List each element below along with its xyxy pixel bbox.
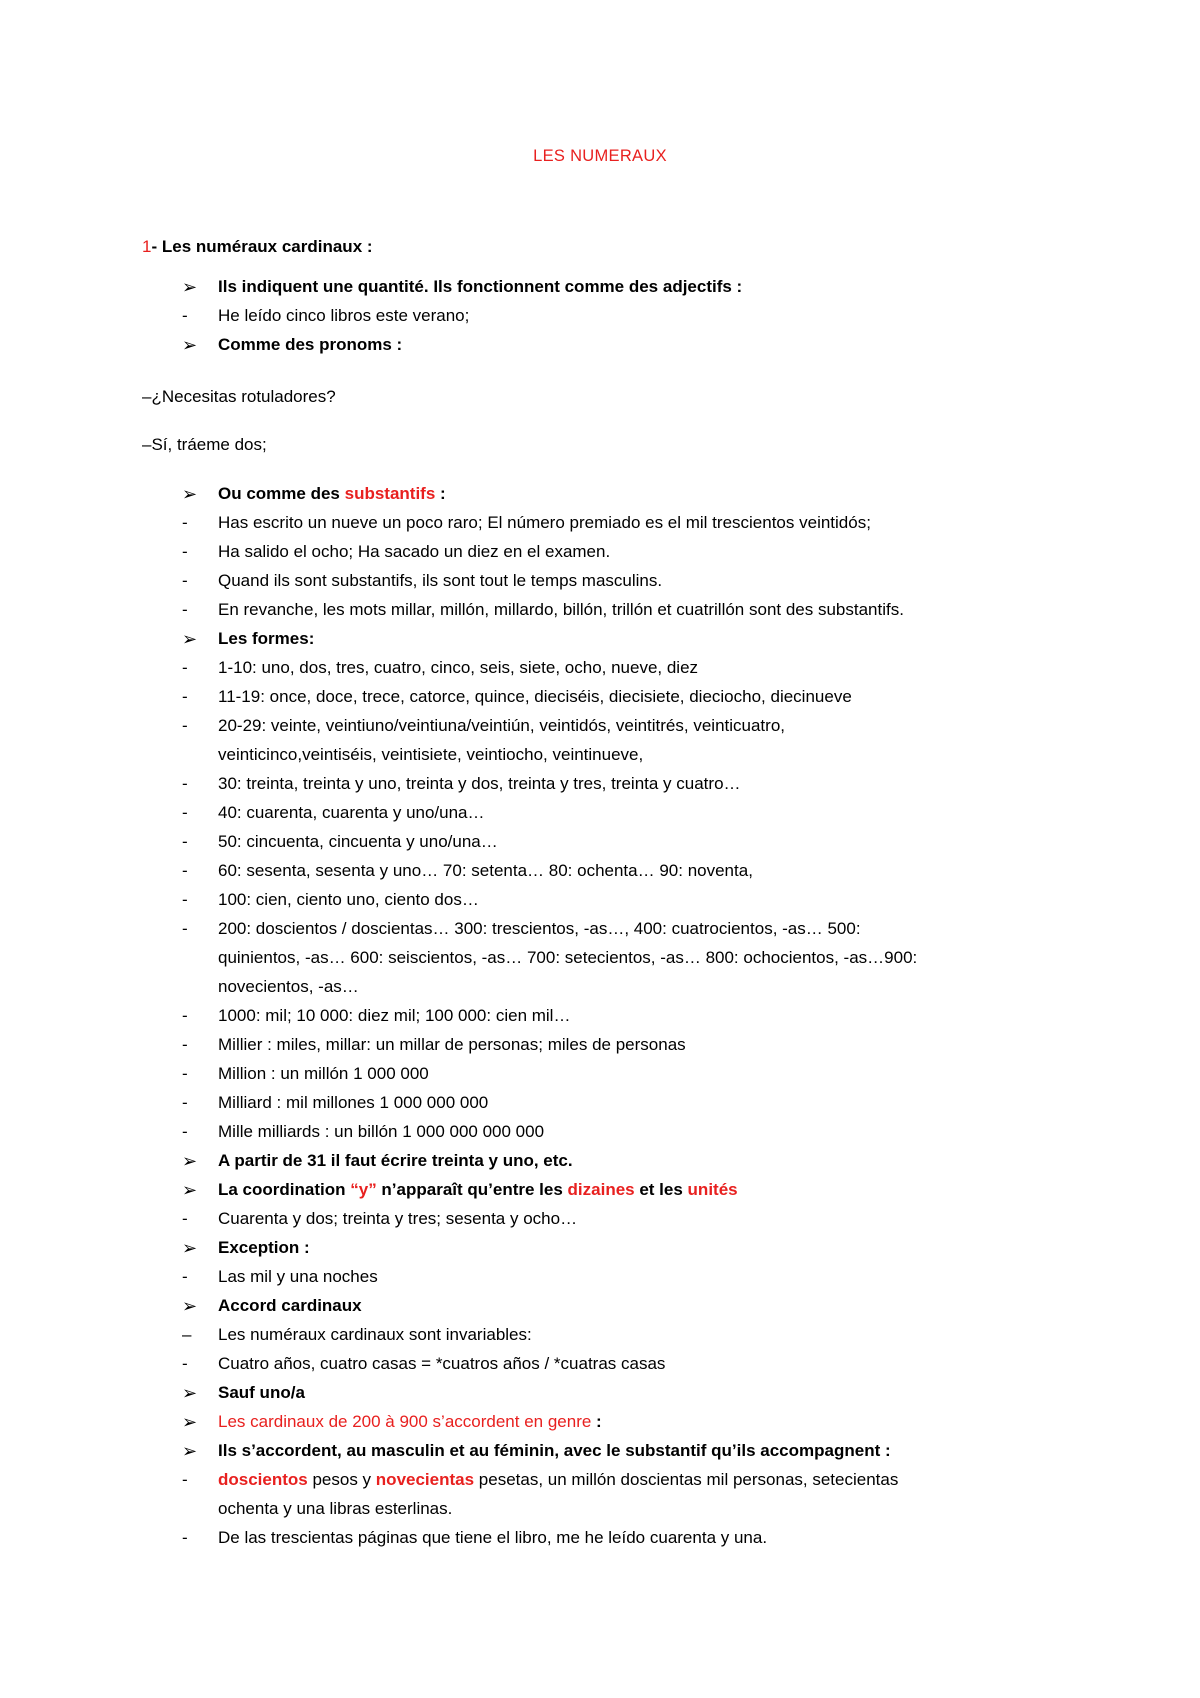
line-text: [218, 1352, 665, 1376]
dash-bullet: -: [182, 1093, 188, 1112]
section-heading: [142, 237, 373, 257]
dash-bullet: -: [182, 1354, 188, 1373]
line-text: [218, 1439, 891, 1463]
dash-bullet: –: [182, 1325, 192, 1344]
arrow-bullet-icon: ➢: [182, 277, 198, 297]
dash-bullet: -: [182, 1035, 188, 1054]
line-text: [218, 1207, 577, 1231]
highlighted-text: Les cardinaux de 200 à 900 s’accordent en genre: [218, 1412, 592, 1431]
text-segment: 1000: mil; 10 000: diez mil; 100 000: cien mil…: [218, 1006, 571, 1025]
text-segment: En revanche, les mots millar, millón, millardo, billón, trillón et cuatrillón sont des substantifs.: [218, 600, 904, 619]
text-segment: :: [591, 1412, 602, 1431]
text-segment: Milliard : mil millones 1 000 000 000: [218, 1093, 489, 1112]
line-text: [218, 1468, 898, 1492]
dash-bullet: -: [182, 861, 188, 880]
line-text: [218, 859, 753, 883]
line-text: [218, 830, 498, 854]
dash-bullet: -: [182, 803, 188, 822]
text-segment: Las mil y una noches: [218, 1267, 378, 1286]
arrow-bullet-icon: ➢: [182, 629, 198, 649]
line-text: [218, 1381, 305, 1405]
line-text: [218, 1178, 738, 1202]
line-text: [218, 685, 852, 709]
arrow-bullet-icon: ➢: [182, 484, 198, 504]
text-segment: Millier : miles, millar: un millar de personas; miles de personas: [218, 1035, 686, 1054]
text-segment: Cuatro años, cuatro casas = *cuatros años / *cuatras casas: [218, 1354, 666, 1373]
line-text: [218, 1526, 767, 1550]
text-segment: Ou comme des: [218, 484, 345, 503]
text-segment: 40: cuarenta, cuarenta y uno/una…: [218, 803, 485, 822]
line-text: [218, 801, 485, 825]
text-segment: Mille milliards : un billón 1 000 000 000 000: [218, 1122, 545, 1141]
line-text: [218, 1410, 602, 1434]
arrow-bullet-icon: ➢: [182, 1296, 198, 1316]
dash-bullet: -: [182, 774, 188, 793]
text-segment: Ils indiquent une quantité. Ils fonctionnent comme des adjectifs :: [218, 277, 743, 296]
line-text: [218, 975, 359, 999]
text-segment: n’apparaît qu’entre les: [376, 1180, 568, 1199]
dash-bullet: -: [182, 1006, 188, 1025]
text-segment: veinticinco,veintiséis, veintisiete, veintiocho, veintinueve,: [218, 745, 644, 764]
line-text: [218, 1004, 570, 1028]
dash-bullet: -: [182, 306, 188, 325]
text-segment: 60: sesenta, sesenta y uno… 70: setenta… 80: ochenta… 90: noventa,: [218, 861, 753, 880]
dash-bullet: -: [182, 716, 188, 735]
line-text: [218, 1265, 378, 1289]
text-segment: Cuarenta y dos; treinta y tres; sesenta y ocho…: [218, 1209, 578, 1228]
text-segment: He leído cinco libros este verano;: [218, 306, 470, 325]
text-segment: Ha salido el ocho; Ha sacado un diez en el examen.: [218, 542, 611, 561]
text-segment: 30: treinta, treinta y uno, treinta y dos, treinta y tres, treinta y cuatro…: [218, 774, 741, 793]
line-text: [218, 1497, 452, 1521]
text-segment: Sauf uno/a: [218, 1383, 305, 1402]
line-text: [218, 917, 861, 941]
dash-bullet: -: [182, 600, 188, 619]
line-text: [218, 1323, 532, 1347]
line-text: [142, 433, 267, 457]
highlighted-text: doscientos: [218, 1470, 308, 1489]
text-segment: Million : un millón 1 000 000: [218, 1064, 429, 1083]
dash-bullet: -: [182, 1528, 188, 1547]
arrow-bullet-icon: ➢: [182, 335, 198, 355]
highlighted-text: “y”: [350, 1180, 377, 1199]
dash-bullet: -: [182, 1470, 188, 1489]
line-text: [142, 385, 336, 409]
text-segment: ochenta y una libras esterlinas.: [218, 1499, 453, 1518]
line-text: [218, 482, 446, 506]
highlighted-text: dizaines: [567, 1180, 635, 1199]
text-segment: quinientos, -as… 600: seiscientos, -as… 700: setecientos, -as… 800: ochocientos, -as…900:: [218, 948, 918, 967]
line-text: [218, 656, 698, 680]
line-text: [218, 569, 662, 593]
line-text: [218, 275, 742, 299]
section-number: 1: [142, 237, 152, 256]
text-segment: 100: cien, ciento uno, ciento dos…: [218, 890, 479, 909]
dash-bullet: -: [182, 1122, 188, 1141]
line-text: [218, 1149, 573, 1173]
text-segment: 1-10: uno, dos, tres, cuatro, cinco, seis, siete, ocho, nueve, diez: [218, 658, 699, 677]
highlighted-text: novecientas: [375, 1470, 475, 1489]
dash-bullet: -: [182, 658, 188, 677]
text-segment: Les numéraux cardinaux sont invariables:: [218, 1325, 532, 1344]
line-text: [218, 1120, 544, 1144]
line-text: [218, 304, 469, 328]
dash-bullet: -: [182, 542, 188, 561]
dash-bullet: -: [182, 1064, 188, 1083]
line-text: [218, 627, 314, 651]
line-text: [218, 888, 479, 912]
highlighted-text: substantifs: [344, 484, 436, 503]
text-segment: A partir de 31 il faut écrire treinta y uno, etc.: [218, 1151, 573, 1170]
text-segment: 50: cincuenta, cincuenta y uno/una…: [218, 832, 498, 851]
dash-bullet: -: [182, 687, 188, 706]
highlighted-text: unités: [687, 1180, 738, 1199]
text-segment: Accord cardinaux: [218, 1296, 362, 1315]
arrow-bullet-icon: ➢: [182, 1383, 198, 1403]
arrow-bullet-icon: ➢: [182, 1180, 198, 1200]
arrow-bullet-icon: ➢: [182, 1412, 198, 1432]
arrow-bullet-icon: ➢: [182, 1441, 198, 1461]
text-segment: La coordination: [218, 1180, 351, 1199]
text-segment: –¿Necesitas rotuladores?: [142, 387, 336, 406]
text-segment: Comme des pronoms :: [218, 335, 403, 354]
text-segment: Les formes:: [218, 629, 315, 648]
line-text: [218, 1033, 686, 1057]
text-segment: Quand ils sont substantifs, ils sont tout le temps masculins.: [218, 571, 663, 590]
line-text: [218, 946, 917, 970]
line-text: [218, 1091, 488, 1115]
text-segment: pesetas, un millón doscientas mil personas, setecientas: [474, 1470, 899, 1489]
line-text: [218, 772, 741, 796]
text-segment: Has escrito un nueve un poco raro; El número premiado es el mil trescientos veintidós;: [218, 513, 871, 532]
dash-bullet: -: [182, 890, 188, 909]
line-text: [218, 743, 643, 767]
arrow-bullet-icon: ➢: [182, 1151, 198, 1171]
dash-bullet: -: [182, 1209, 188, 1228]
text-segment: :: [435, 484, 446, 503]
text-segment: 200: doscientos / doscientas… 300: trescientos, -as…, 400: cuatrocientos, -as… 500:: [218, 919, 861, 938]
arrow-bullet-icon: ➢: [182, 1238, 198, 1258]
text-segment: et les: [634, 1180, 688, 1199]
line-text: [218, 1294, 362, 1318]
text-segment: –Sí, tráeme dos;: [142, 435, 267, 454]
dash-bullet: -: [182, 832, 188, 851]
dash-bullet: -: [182, 1267, 188, 1286]
dash-bullet: -: [182, 513, 188, 532]
text-segment: pesos y: [307, 1470, 376, 1489]
text-segment: 11-19: once, doce, trece, catorce, quince, dieciséis, diecisiete, dieciocho, diecinueve: [218, 687, 852, 706]
line-text: [218, 714, 785, 738]
line-text: [218, 333, 402, 357]
line-text: [218, 1236, 310, 1260]
line-text: [218, 511, 871, 535]
text-segment: 20-29: veinte, veintiuno/veintiuna/veintiún, veintidós, veintitrés, veinticuatro,: [218, 716, 785, 735]
line-text: [218, 1062, 429, 1086]
text-segment: Exception :: [218, 1238, 310, 1257]
line-text: [218, 598, 904, 622]
dash-bullet: -: [182, 571, 188, 590]
dash-bullet: -: [182, 919, 188, 938]
section-label: - Les numéraux cardinaux :: [151, 237, 373, 256]
text-segment: De las trescientas páginas que tiene el libro, me he leído cuarenta y una.: [218, 1528, 768, 1547]
line-text: [218, 540, 610, 564]
document-title: LES NUMERAUX: [533, 147, 667, 165]
text-segment: novecientos, -as…: [218, 977, 359, 996]
text-segment: Ils s’accordent, au masculin et au féminin, avec le substantif qu’ils accompagnent :: [218, 1441, 891, 1460]
